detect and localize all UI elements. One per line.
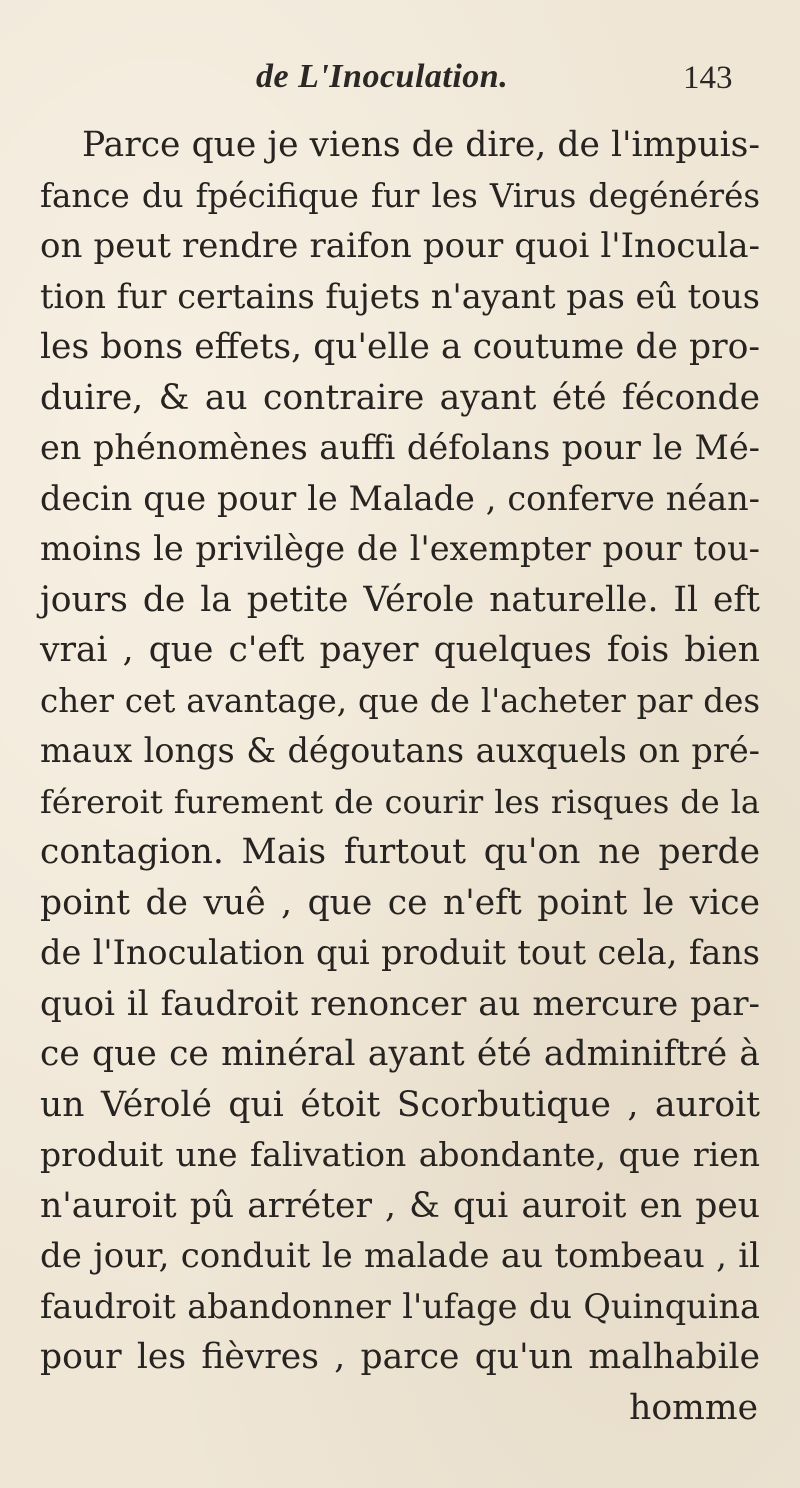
text-line: de l'Inoculation qui produit tout cela, fans [40,933,760,972]
text-line: n'auroit pû arréter , & qui auroit en peu [40,1185,760,1226]
text-line: vrai , que c'eft payer quelques fois bien [40,630,760,670]
running-title: de L'Inoculation. [256,58,509,95]
text-line: produit une falivation abondante, que rien [40,1135,760,1174]
text-line: de jour, conduit le malade au tombeau , il [40,1236,760,1276]
body-text [40,120,760,1433]
text-line: pour les fièvres , parce qu'un malhabile [40,1337,760,1377]
text-line: maux longs & dégoutans auxquels on pré- [40,731,760,770]
text-line: Parce que je viens de dire, de l'impuis- [82,125,760,165]
text-line: point de vuê , que ce n'eft point le vice [40,882,760,923]
page-number: 143 [683,60,733,96]
text-line: decin que pour le Malade , conferve néan- [40,478,760,518]
text-line: tion fur certains fujets n'ayant pas eû tous [40,276,760,316]
text-line: ce que ce minéral ayant été adminiftré à [40,1034,760,1074]
text-line: féreroit furement de courir les risques de la [40,782,760,821]
text-line: on peut rendre raifon pour quoi l'Inocula- [40,226,760,266]
running-head [0,58,800,108]
text-line: un Vérolé qui étoit Scorbutique , auroit [40,1084,760,1125]
text-line: les bons effets, qu'elle a coutume de pro- [40,327,760,367]
text-line: duire, & au contraire ayant été féconde [40,377,760,418]
text-line: jours de la petite Vérole naturelle. Il eft [40,579,760,620]
text-line: moins le privilège de l'exempter pour tou- [40,529,760,568]
text-line: en phénomènes auffi défolans pour le Mé- [40,428,760,467]
text-line: contagion. Mais furtout qu'on ne perde [40,832,760,872]
catchword: homme [629,1387,758,1428]
text-line: cher cet avantage, que de l'acheter par des [40,681,760,720]
text-line: faudroit abandonner l'ufage du Quinquina [40,1286,760,1326]
text-line: quoi il faudroit renoncer au mercure par- [40,983,760,1024]
text-line: fance du fpécifique fur les Virus degénérés [40,176,760,215]
